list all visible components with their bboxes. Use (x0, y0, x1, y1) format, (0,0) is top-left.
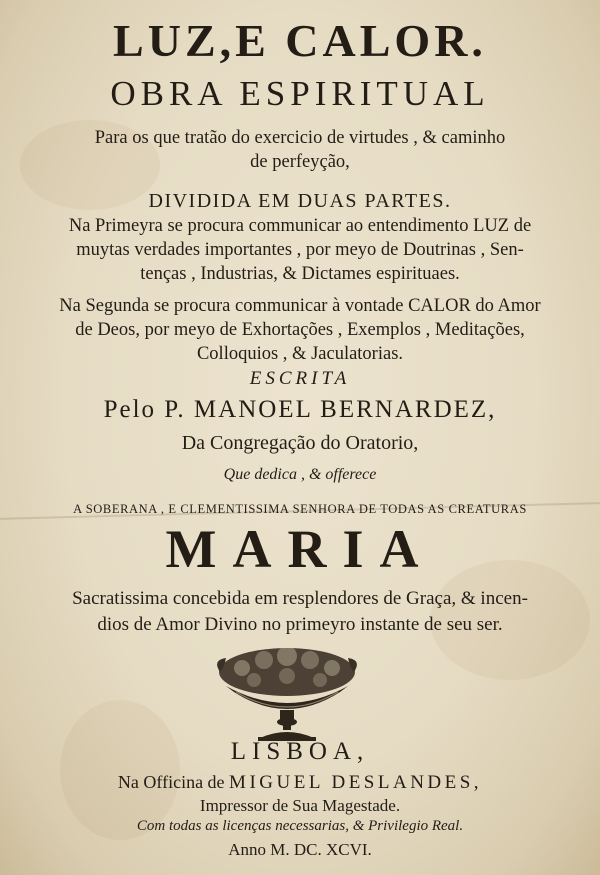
imprint-city: LISBOA, (230, 738, 370, 765)
title-line-2: OBRA ESPIRITUAL (110, 74, 490, 113)
sovereign-line: A SOBERANA , E CLEMENTISSIMA SENHORA DE TODAS AS CREATURAS (73, 502, 527, 516)
imprint-year: Anno M. DC. XCVI. (228, 840, 372, 859)
part-two-line-2: de Deos, por meyo de Exhortações , Exemplos , Meditações, (75, 320, 525, 340)
imprint-printer (10, 772, 590, 794)
description-line-1: Sacratissima concebida em resplendores de Graça, & incen- (72, 588, 528, 609)
author-line: Pelo P. MANOEL BERNARDEZ, (103, 396, 497, 423)
title-line-1: LUZ,E CALOR. (113, 15, 487, 66)
congregation-line: Da Congregação do Oratorio, (181, 432, 419, 454)
part-one-line-2: muytas verdades importantes , por meyo de Doutrinas , Sen- (76, 240, 524, 260)
dedication-line: Que dedica , & offerece (223, 466, 377, 483)
division-heading: DIVIDIDA EM DUAS PARTES. (148, 190, 452, 212)
printer-name: MIGUEL DESLANDES, (229, 772, 483, 793)
part-one-line-3: tenças , Industrias, & Dictames espirituaes. (140, 264, 460, 284)
part-one-line-1: Na Primeyra se procura communicar ao entendimento LUZ de (68, 216, 532, 236)
printer-prefix: Na Officina de (117, 772, 225, 792)
written-label: ESCRITA (249, 368, 351, 389)
subtitle-line-1: Para os que tratão do exercicio de virtudes , & caminho (94, 128, 506, 148)
imprint-privilege: Com todas as licenças necessarias, & Privilegio Real. (136, 818, 464, 834)
imprint-printer-title: Impressor de Sua Magestade. (199, 796, 401, 815)
part-two-line-1: Na Segunda se procura communicar à vontade CALOR do Amor (59, 296, 541, 316)
fruit-basket-icon (212, 642, 362, 742)
description-line-2: dios de Amor Divino no primeyro instante de seu ser. (97, 614, 503, 635)
subtitle-line-2: de perfeyção, (250, 152, 350, 172)
part-two-line-3: Colloquios , & Jaculatorias. (196, 344, 404, 364)
maria-heading: MARIA (165, 519, 435, 579)
